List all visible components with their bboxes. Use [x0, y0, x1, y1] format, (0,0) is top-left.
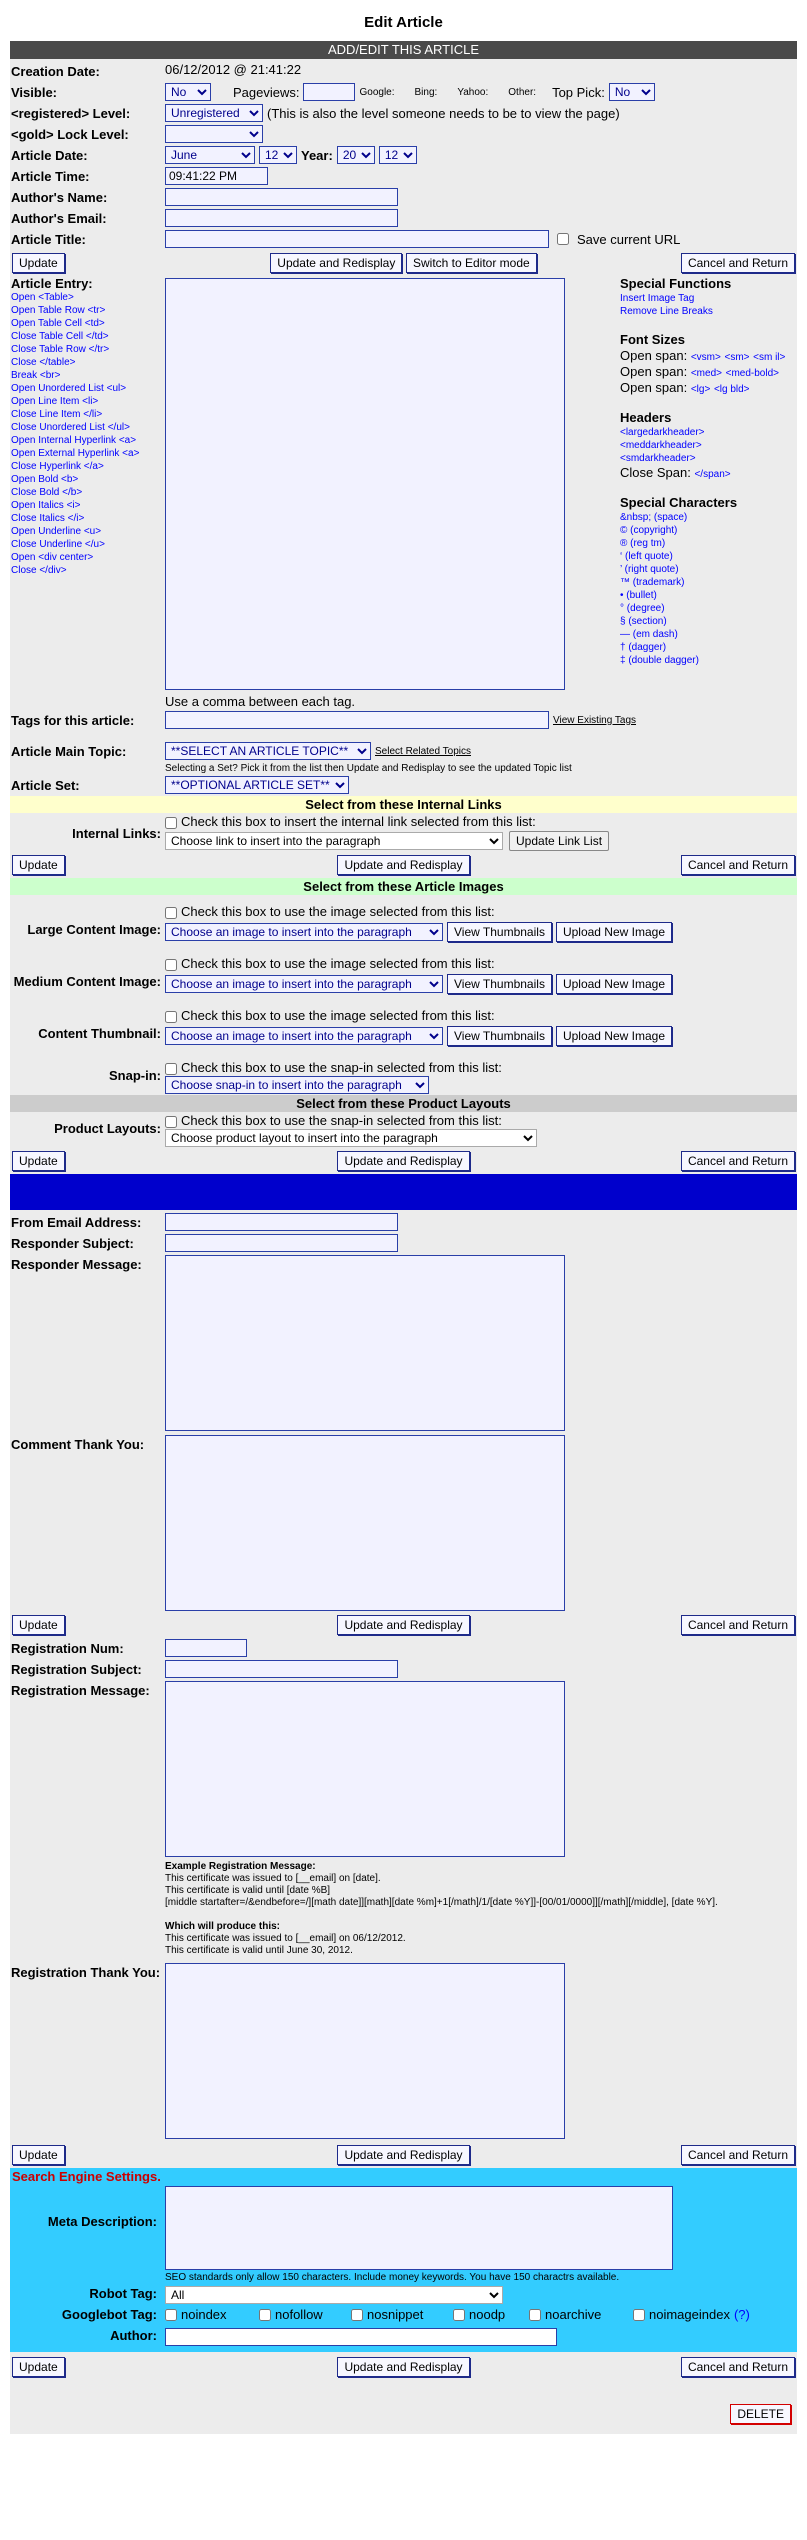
produce-line: This certificate was issued to [__email] on 06/12/2012. — [165, 1933, 406, 1944]
registered-level-note: (This is also the level someone needs to be to view the page) — [267, 105, 620, 121]
thumbnail-select[interactable] — [165, 1027, 443, 1045]
helper-link[interactable]: Open <div center> — [11, 552, 94, 563]
googlebot-noodp-checkbox[interactable] — [453, 2309, 465, 2321]
select-related-topics-link[interactable]: Select Related Topics — [375, 745, 471, 757]
article-date-label: Article Date: — [11, 148, 88, 163]
registration-thank-you-textarea[interactable] — [165, 1963, 565, 2139]
view-thumbnails-button[interactable]: View Thumbnails — [447, 974, 552, 994]
button-row-top — [10, 250, 797, 276]
font-size-link[interactable]: <med-bold> — [725, 368, 779, 379]
responder-subject-input[interactable] — [165, 1234, 398, 1252]
helper-link[interactable]: Close Line Item </li> — [11, 409, 103, 420]
special-char-link[interactable]: ° (degree) — [620, 603, 665, 614]
registration-message-textarea[interactable] — [165, 1681, 565, 1857]
meta-description-label: Meta Description: — [47, 2214, 157, 2229]
example-title: Example Registration Message: — [165, 1861, 316, 1872]
helper-link[interactable]: Open Table Cell <td> — [11, 318, 105, 329]
button-row-responder — [10, 1612, 797, 1638]
snap-in-checkbox[interactable] — [165, 1063, 177, 1075]
registration-subject-input[interactable] — [165, 1660, 398, 1678]
upload-image-button[interactable]: Upload New Image — [556, 1026, 672, 1046]
tags-label: Tags for this article: — [11, 713, 135, 728]
save-url-checkbox[interactable] — [557, 233, 569, 245]
responder-message-textarea[interactable] — [165, 1255, 565, 1431]
helper-link[interactable]: Open Line Item <li> — [11, 396, 99, 407]
cancel-return-button[interactable]: Cancel and Return — [681, 1615, 795, 1635]
button-row-registration — [10, 2142, 797, 2168]
medium-image-check-label: Check this box to use the image selected from this list: — [181, 956, 495, 971]
update-button[interactable]: Update — [12, 1151, 65, 1171]
pageviews-input[interactable] — [303, 83, 355, 101]
googlebot-nofollow-checkbox[interactable] — [259, 2309, 271, 2321]
open-span-label: Open span: — [620, 380, 688, 395]
special-char-link[interactable]: © (copyright) — [620, 525, 678, 536]
view-existing-tags-link[interactable]: View Existing Tags — [553, 714, 637, 726]
update-button[interactable]: Update — [12, 2357, 65, 2377]
update-redisplay-button[interactable]: Update and Redisplay — [270, 253, 402, 273]
helper-link[interactable]: Close </table> — [11, 357, 76, 368]
year-label: Year: — [301, 147, 333, 163]
medium-image-select[interactable] — [165, 975, 443, 993]
upload-image-button[interactable]: Upload New Image — [556, 922, 672, 942]
gold-lock-select[interactable] — [165, 125, 263, 143]
medium-image-label: Medium Content Image: — [13, 974, 161, 989]
special-char-link[interactable]: § (section) — [620, 616, 667, 627]
author-name-label: Author's Name: — [11, 190, 108, 205]
article-title-label: Article Title: — [11, 232, 86, 247]
googlebot-option-label: nosnippet — [367, 2307, 424, 2322]
helper-link[interactable]: Open Italics <i> — [11, 500, 81, 511]
update-link-list-button[interactable]: Update Link List — [509, 831, 609, 851]
content-thumbnail-label: Content Thumbnail: — [38, 1026, 161, 1041]
registration-message-label: Registration Message: — [11, 1683, 150, 1698]
seo-author-label: Author: — [110, 2328, 157, 2343]
thumbnail-check-label: Check this box to use the image selected from this list: — [181, 1008, 495, 1023]
font-sizes-title: Font Sizes — [620, 332, 686, 347]
comment-thank-you-textarea[interactable] — [165, 1435, 565, 1611]
helper-link[interactable]: Close Unordered List </ul> — [11, 422, 130, 433]
meta-description-textarea[interactable] — [165, 2186, 673, 2270]
responder-header-bar — [10, 1174, 797, 1210]
googlebot-noimageindex-checkbox[interactable] — [633, 2309, 645, 2321]
page-title: Edit Article — [364, 14, 443, 31]
example-line: This certificate was issued to [__email] on [date]. — [165, 1873, 381, 1884]
googlebot-option-label: nofollow — [275, 2307, 323, 2322]
special-char-link[interactable]: — (em dash) — [620, 629, 678, 640]
googlebot-noarchive-checkbox[interactable] — [529, 2309, 541, 2321]
internal-link-checkbox[interactable] — [165, 817, 177, 829]
seo-author-input[interactable] — [165, 2328, 557, 2346]
author-name-input[interactable] — [165, 188, 398, 206]
special-functions-panel — [565, 276, 797, 693]
googlebot-nosnippet-checkbox[interactable] — [351, 2309, 363, 2321]
googlebot-option-label: noodp — [469, 2307, 506, 2322]
button-row-seo — [10, 2354, 797, 2380]
html-helper-links — [10, 276, 165, 693]
article-entry-label: Article Entry: — [11, 276, 93, 291]
update-button[interactable]: Update — [12, 253, 65, 273]
header-link[interactable]: <smdarkheader> — [620, 453, 696, 464]
close-span-label: Close Span: — [620, 465, 691, 480]
header-link[interactable]: <largedarkheader> — [620, 427, 705, 438]
product-layouts-label: Product Layouts: — [54, 1121, 161, 1136]
registration-thank-you-label: Registration Thank You: — [11, 1965, 161, 1980]
helper-link[interactable]: Close Italics </i> — [11, 513, 85, 524]
helper-link[interactable]: Close Table Row </tr> — [11, 344, 110, 355]
special-functions-title: Special Functions — [620, 276, 732, 291]
headers-title: Headers — [620, 410, 672, 425]
article-entry-section — [10, 276, 797, 693]
other-label: Other: — [508, 86, 537, 98]
internal-links-header: Select from these Internal Links — [10, 796, 797, 813]
googlebot-noindex-checkbox[interactable] — [165, 2309, 177, 2321]
from-email-input[interactable] — [165, 1213, 398, 1231]
googlebot-option-label: noimageindex — [649, 2307, 730, 2322]
googlebot-tag-label: Googlebot Tag: — [61, 2307, 157, 2322]
thumbnail-checkbox[interactable] — [165, 1011, 177, 1023]
produce-line: This certificate is valid until June 30, 2012. — [165, 1945, 353, 1956]
update-redisplay-button[interactable]: Update and Redisplay — [337, 2357, 469, 2377]
update-redisplay-button[interactable]: Update and Redisplay — [337, 1151, 469, 1171]
comment-thank-you-label: Comment Thank You: — [11, 1437, 145, 1452]
special-char-link[interactable]: † (dagger) — [620, 642, 667, 653]
update-button[interactable]: Update — [12, 1615, 65, 1635]
update-redisplay-button[interactable]: Update and Redisplay — [337, 855, 469, 875]
special-char-link[interactable]: • (bullet) — [620, 590, 657, 601]
special-char-link[interactable]: ‡ (double dagger) — [620, 655, 699, 666]
top-pick-label: Top Pick: — [552, 84, 605, 100]
internal-link-check-label: Check this box to insert the internal link selected from this list: — [181, 814, 536, 829]
update-button[interactable]: Update — [12, 855, 65, 875]
update-redisplay-button[interactable]: Update and Redisplay — [337, 2145, 469, 2165]
font-size-link[interactable]: <sm il> — [753, 352, 786, 363]
special-char-link[interactable]: ’ (right quote) — [620, 564, 679, 575]
cancel-return-button[interactable]: Cancel and Return — [681, 855, 795, 875]
helper-link[interactable]: Open Internal Hyperlink <a> — [11, 435, 137, 446]
robot-tag-select[interactable] — [165, 2286, 503, 2304]
button-row-products — [10, 1148, 797, 1174]
year-select[interactable] — [379, 146, 417, 164]
font-size-link[interactable]: <vsm> — [690, 352, 721, 363]
helper-link[interactable]: Open External Hyperlink <a> — [11, 448, 140, 459]
googlebot-help-link[interactable]: (?) — [733, 2307, 750, 2322]
large-image-checkbox[interactable] — [165, 907, 177, 919]
registration-subject-label: Registration Subject: — [11, 1662, 142, 1677]
article-form — [10, 41, 797, 2434]
article-title-input[interactable] — [165, 230, 549, 248]
helper-link[interactable]: Close Table Cell </td> — [11, 331, 109, 342]
large-image-select[interactable] — [165, 923, 443, 941]
googlebot-option-label: noindex — [181, 2307, 227, 2322]
author-email-label: Author's Email: — [11, 211, 107, 226]
special-char-link[interactable]: ™ (trademark) — [620, 577, 685, 588]
large-image-check-label: Check this box to use the image selected from this list: — [181, 904, 495, 919]
product-layout-select[interactable] — [165, 1129, 537, 1147]
yahoo-label: Yahoo: — [457, 86, 489, 98]
font-size-link[interactable]: <lg bld> — [713, 384, 750, 395]
main-topic-select[interactable] — [165, 742, 371, 760]
seo-settings-section — [10, 2168, 797, 2352]
medium-image-checkbox[interactable] — [165, 959, 177, 971]
helper-link[interactable]: Close </div> — [11, 565, 67, 576]
helper-link[interactable]: Open Underline <u> — [11, 526, 102, 537]
responder-subject-label: Responder Subject: — [11, 1236, 134, 1251]
special-characters-title: Special Characters — [620, 495, 738, 510]
special-char-link[interactable]: &nbsp; (space) — [620, 512, 688, 523]
cancel-return-button[interactable]: Cancel and Return — [681, 2145, 795, 2165]
tags-input[interactable] — [165, 711, 549, 729]
helper-link[interactable]: Open Table Row <tr> — [11, 305, 106, 316]
special-char-link[interactable]: ‘ (left quote) — [620, 551, 673, 562]
topic-note: Selecting a Set? Pick it from the list then Update and Redisplay to see the updated Topic list — [165, 763, 572, 774]
registered-level-label: <registered> Level: — [11, 106, 131, 121]
product-layouts-header: Select from these Product Layouts — [10, 1095, 797, 1112]
helper-link[interactable]: Break <br> — [11, 370, 61, 381]
special-char-link[interactable]: ® (reg tm) — [620, 538, 666, 549]
helper-link[interactable]: Close Bold </b> — [11, 487, 83, 498]
upload-image-button[interactable]: Upload New Image — [556, 974, 672, 994]
google-label: Google: — [359, 86, 395, 98]
form-header: ADD/EDIT THIS ARTICLE — [10, 41, 797, 59]
large-image-label: Large Content Image: — [27, 922, 161, 937]
close-span-link[interactable]: </span> — [694, 469, 731, 480]
font-size-link[interactable]: <lg> — [690, 384, 711, 395]
article-set-select[interactable] — [165, 776, 349, 794]
font-size-link[interactable]: <sm> — [724, 352, 750, 363]
pageviews-label: Pageviews: — [233, 84, 300, 100]
visible-label: Visible: — [11, 85, 58, 100]
helper-link[interactable]: Open Unordered List <ul> — [11, 383, 127, 394]
helper-link[interactable]: Open Bold <b> — [11, 474, 79, 485]
helper-link[interactable]: Close Underline </u> — [11, 539, 105, 550]
update-button[interactable]: Update — [12, 2145, 65, 2165]
cancel-return-button[interactable]: Cancel and Return — [681, 1151, 795, 1171]
product-layout-checkbox[interactable] — [165, 1116, 177, 1128]
product-layout-check-label: Check this box to use the snap-in selected from this list: — [181, 1113, 502, 1128]
day-select[interactable] — [259, 146, 297, 164]
main-topic-label: Article Main Topic: — [11, 744, 127, 759]
gold-lock-label: <gold> Lock Level: — [11, 127, 129, 142]
article-entry-textarea[interactable] — [165, 278, 565, 690]
googlebot-option-label: noarchive — [545, 2307, 602, 2322]
article-time-label: Article Time: — [11, 169, 90, 184]
article-time-input[interactable] — [165, 167, 268, 185]
insert-image-tag-link[interactable]: Insert Image Tag — [620, 293, 695, 304]
switch-editor-button[interactable]: Switch to Editor mode — [406, 253, 537, 273]
meta-description-note: SEO standards only allow 150 characters. Include money keywords. You have 150 charactrs available. — [165, 2272, 620, 2283]
header-link[interactable]: <meddarkheader> — [620, 440, 702, 451]
open-span-label: Open span: — [620, 348, 688, 363]
internal-links-label: Internal Links: — [72, 826, 161, 841]
open-span-label: Open span: — [620, 364, 688, 379]
month-select[interactable] — [165, 146, 255, 164]
registration-num-label: Registration Num: — [11, 1641, 124, 1656]
creation-date-value: 06/12/2012 @ 21:41:22 — [165, 62, 302, 77]
remove-line-breaks-link[interactable]: Remove Line Breaks — [620, 306, 713, 317]
bing-label: Bing: — [414, 86, 438, 98]
cancel-return-button[interactable]: Cancel and Return — [681, 2357, 795, 2377]
registered-level-select[interactable] — [165, 104, 263, 122]
font-size-link[interactable]: <med> — [690, 368, 722, 379]
from-email-label: From Email Address: — [11, 1215, 142, 1230]
delete-button[interactable]: DELETE — [730, 2404, 791, 2424]
snap-in-select[interactable] — [165, 1076, 429, 1094]
registration-example — [165, 1861, 718, 1957]
snap-in-check-label: Check this box to use the snap-in selected from this list: — [181, 1060, 502, 1075]
responder-message-label: Responder Message: — [11, 1257, 142, 1272]
internal-link-select[interactable] — [165, 832, 503, 850]
century-select[interactable] — [337, 146, 375, 164]
article-images-header: Select from these Article Images — [10, 878, 797, 895]
save-url-label: Save current URL — [577, 231, 681, 247]
view-thumbnails-button[interactable]: View Thumbnails — [447, 1026, 552, 1046]
helper-link[interactable]: Open <Table> — [11, 292, 74, 303]
tags-note: Use a comma between each tag. — [165, 694, 356, 709]
snap-in-label: Snap-in: — [109, 1068, 161, 1083]
example-line: This certificate is valid until [date %B] — [165, 1885, 331, 1896]
helper-link[interactable]: Close Hyperlink </a> — [11, 461, 104, 472]
seo-settings-title: Search Engine Settings. — [12, 2169, 161, 2184]
example-line: [middle startafter=/&endbefore=/][math date]][math][date %m]+1[/math]/1/[date %Y]]-[00/01/0000]][/math][/middle], [date %Y]. — [165, 1897, 718, 1908]
top-pick-select[interactable] — [609, 83, 655, 101]
update-redisplay-button[interactable]: Update and Redisplay — [337, 1615, 469, 1635]
author-email-input[interactable] — [165, 209, 398, 227]
robot-tag-label: Robot Tag: — [89, 2286, 157, 2301]
registration-num-input[interactable] — [165, 1639, 247, 1657]
produce-title: Which will produce this: — [165, 1921, 280, 1932]
article-set-label: Article Set: — [11, 778, 80, 793]
button-row-links — [10, 852, 797, 878]
view-thumbnails-button[interactable]: View Thumbnails — [447, 922, 552, 942]
cancel-return-button[interactable]: Cancel and Return — [681, 253, 795, 273]
creation-date-label: Creation Date: — [11, 64, 100, 79]
visible-select[interactable] — [165, 83, 211, 101]
